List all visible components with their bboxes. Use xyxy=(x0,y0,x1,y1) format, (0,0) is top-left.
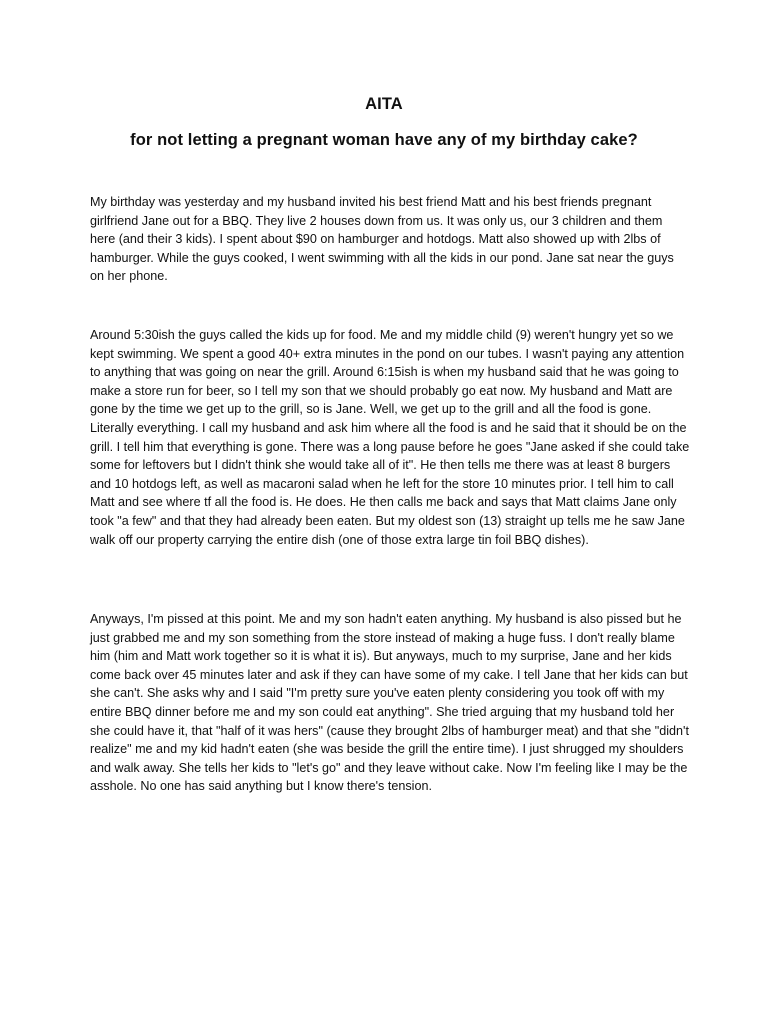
paragraph-2: Around 5:30ish the guys called the kids up for food. Me and my middle child (9) weren't hungry yet so we kept swimming. We spent a good 40+ extra minutes in the pond on our tubes. I wasn't paying any attention to anything that was going on near the grill. Around 6:15ish is when my husband said that he was going to make a store run for beer, so I tell my son that we should probably go eat now. My husband and Matt are gone by the time we get up to the grill, so is Jane. Well, we get up to the grill and all the food is gone. Literally everything. I call my husband and ask him where all the food is and he said that it should be on the grill. I tell him that everything is gone. There was a long pause before he goes "Jane asked if she could take some for leftovers but I didn't think she would take all of it". He then tells me there was at least 8 burgers and 10 hotdogs left, as well as macaroni salad when he left for the store 10 minutes prior. I tell him to call Matt and see where tf all the food is. He does. He then calls me back and says that Matt claims Jane only took "a few" and that they had already been eaten. But my oldest son (13) straight up tells me he saw Jane walk off our property carrying the entire dish (one of those extra large tin foil BBQ dishes). xyxy=(90,328,690,547)
paragraph-3: Anyways, I'm pissed at this point. Me and my son hadn't eaten anything. My husband is also pissed but he just grabbed me and my son something from the store instead of making a huge fuss. I don't really blame him (him and Matt work together so it is what it is). But anyways, much to my surprise, Jane and her kids come back over 45 minutes later and ask if they can have some of my cake. I tell Jane that her kids can but she can't. She asks why and I said "I'm pretty sure you've eaten plenty considering you took off with my entire BBQ dinner before me and my son could eat anything". She tried arguing that my husband told her she could have it, that "half of it was hers" (cause they brought 2lbs of hamburger meat) and that she "didn't realize" me and my kid hadn't eaten (she was beside the grill the entire time). I just shrugged my shoulders and walk away. She tells her kids to "let's go" and they leave without cake. Now I'm feeling like I may be the asshole. No one has said anything but I know there's tension. xyxy=(90,612,689,794)
page-subtitle: for not letting a pregnant woman have any of my birthday cake? xyxy=(130,131,638,149)
paragraph-1: My birthday was yesterday and my husband invited his best friend Matt and his best friends pregnant girlfriend Jane out for a BBQ. They live 2 houses down from us. It was only us, our 3 children and them here (and their 3 kids). I spent about $90 on hamburger and hotdogs. Matt also showed up with 2lbs of hamburger. While the guys cooked, I went swimming with all the kids in our pond. Jane sat near the guys on her phone. xyxy=(90,195,674,284)
page-title: AITA xyxy=(365,95,403,113)
